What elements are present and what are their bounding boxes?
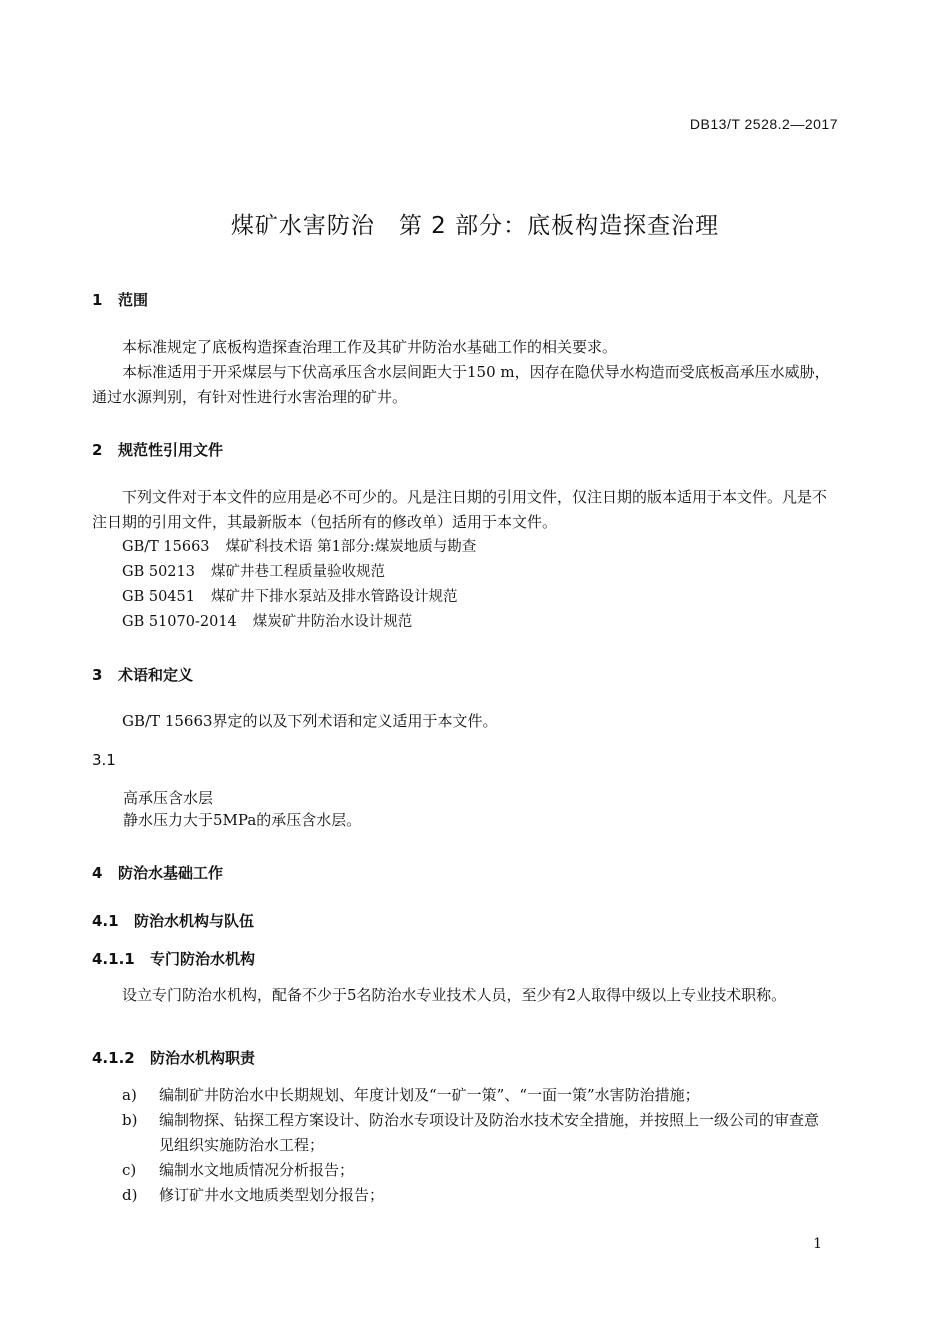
section-4-1-heading xyxy=(92,910,254,931)
reference-item xyxy=(122,535,822,560)
reference-item xyxy=(122,610,822,635)
reference-item xyxy=(122,585,822,610)
list-marker: a) xyxy=(122,1086,137,1104)
list-item xyxy=(122,1083,832,1108)
section-title: 范围 xyxy=(118,291,149,309)
reference-code: GB 51070-2014 xyxy=(122,614,237,630)
scope-paragraph-2: 本标准适用于开采煤层与下伏高承压含水层间距大于150 m，因存在隐伏导水构造而受底板高承压水威胁，通过水源判别，有针对性进行水害治理的矿井。 xyxy=(92,363,830,406)
reference-code: GB/T 15663 xyxy=(122,539,210,555)
section-title: 术语和定义 xyxy=(118,666,194,684)
term-definition: 静水压力大于5MPa的承压含水层。 xyxy=(123,811,362,829)
list-marker: b) xyxy=(122,1111,138,1129)
section-2-heading xyxy=(92,439,223,460)
document-title: 煤矿水害防治 第 2 部分：底板构造探查治理 xyxy=(230,213,720,239)
references-intro: 下列文件对于本文件的应用是必不可少的。凡是注日期的引用文件，仅注日期的版本适用于本文件。凡是不注日期的引用文件，其最新版本（包括所有的修改单）适用于本文件。 xyxy=(92,488,828,531)
section-number: 4 xyxy=(92,864,103,882)
reference-code: GB 50213 xyxy=(122,564,195,580)
section-number: 3 xyxy=(92,666,103,684)
list-item xyxy=(122,1183,832,1208)
reference-name: 煤矿井巷工程质量验收规范 xyxy=(210,564,385,580)
section-4-1-1-text: 设立专门防治水机构，配备不少于5名防治水专业技术人员，至少有2人取得中级以上专业技术职称。 xyxy=(122,986,787,1004)
list-item xyxy=(122,1158,832,1183)
section-number: 4.1.2 xyxy=(92,1049,135,1067)
section-number: 4.1.1 xyxy=(92,950,135,968)
list-text: 修订矿井水文地质类型划分报告； xyxy=(159,1186,385,1204)
section-4-1-1-heading xyxy=(92,948,255,969)
section-title: 防治水机构与队伍 xyxy=(134,912,255,930)
section-number: 4.1 xyxy=(92,912,119,930)
reference-name: 煤矿井下排水泵站及排水管路设计规范 xyxy=(210,589,458,605)
reference-name: 煤矿科技术语 第1部分:煤炭地质与勘查 xyxy=(225,539,477,555)
terms-intro: GB/T 15663界定的以及下列术语和定义适用于本文件。 xyxy=(122,712,498,730)
term-number: 3.1 xyxy=(92,751,116,769)
reference-item xyxy=(122,560,822,585)
section-1-heading xyxy=(92,289,148,310)
scope-paragraph-1: 本标准规定了底板构造探查治理工作及其矿井防治水基础工作的相关要求。 xyxy=(122,338,618,356)
section-3-heading xyxy=(92,664,193,685)
list-marker: d) xyxy=(122,1186,138,1204)
list-item xyxy=(122,1108,832,1158)
list-text: 编制水文地质情况分析报告； xyxy=(159,1161,355,1179)
section-number: 2 xyxy=(92,441,103,459)
section-number: 1 xyxy=(92,291,103,309)
list-text: 编制物探、钻探工程方案设计、防治水专项设计及防治水技术安全措施，并按照上一级公司的审查意见组织实施防治水工程； xyxy=(159,1111,820,1154)
reference-name: 煤炭矿井防治水设计规范 xyxy=(252,614,413,630)
page-number: 1 xyxy=(813,1236,822,1252)
term-title: 高承压含水层 xyxy=(123,789,214,807)
list-marker: c) xyxy=(122,1161,137,1179)
section-title: 防治水基础工作 xyxy=(118,864,224,882)
list-text: 编制矿井防治水中长期规划、年度计划及“一矿一策”、“一面一策”水害防治措施； xyxy=(159,1086,700,1104)
section-title: 专门防治水机构 xyxy=(150,950,256,968)
section-title: 防治水机构职责 xyxy=(150,1049,256,1067)
section-4-1-2-heading xyxy=(92,1047,255,1068)
standard-code: DB13/T 2528.2—2017 xyxy=(689,116,838,132)
section-4-heading xyxy=(92,862,223,883)
reference-code: GB 50451 xyxy=(122,589,195,605)
section-title: 规范性引用文件 xyxy=(118,441,224,459)
